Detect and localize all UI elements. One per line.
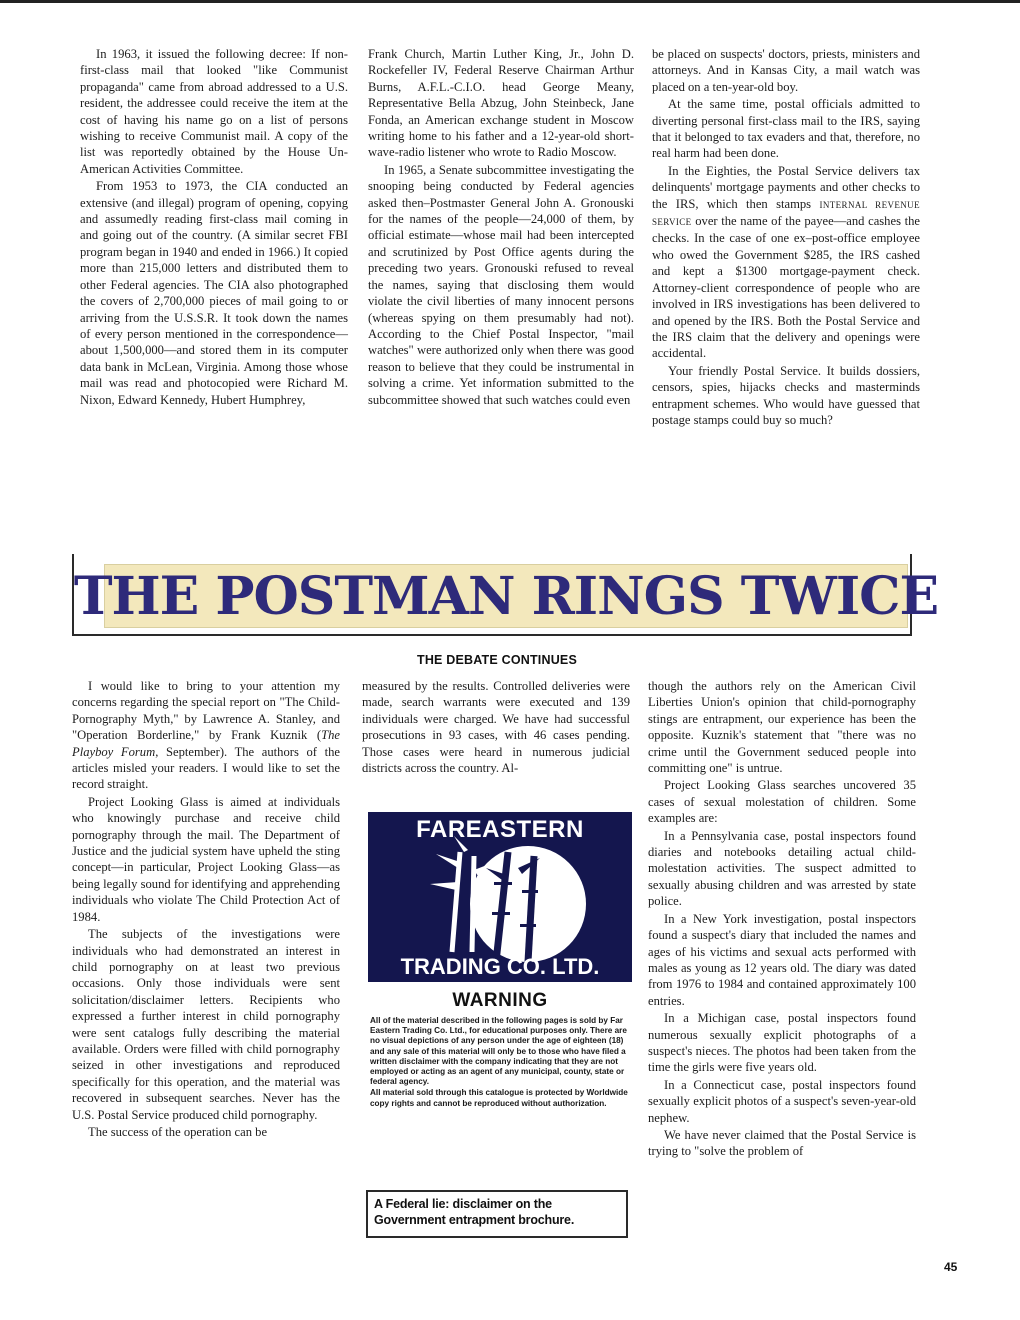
ad-company-name-top: FAREASTERN xyxy=(416,816,584,843)
paragraph: From 1953 to 1973, the CIA conducted an extensive (and illegal) program of opening, copying and assumedly reading first-class mail coming in and going out of the country. (A similar secret FBI program began in 1940 and ended in 1966.) It copied more than 215,000 letters and distributed them to other Federal agencies. The CIA also photographed the covers of 2,700,000 pieces of mail going to or arriving from the U.S.S.R. It took down the names of every person mentioned in the correspondence—about 1,500,000—and stored them in its computer data bank in McLean, Virginia. Among those whose mail was read and photocopied were Richard M. Nixon, Edward Kennedy, Hubert Humphrey, xyxy=(80,179,348,407)
top-article-column-3 xyxy=(652,46,920,428)
paragraph-text: over the name of the payee—and cashes the checks. In the case of one ex–post-office employee who owed the Government $285, the IRS cashed and kept a $1300 mortgage-payment check. Attorney-client correspondence of people who are involved in IRS investigations has been delivered to and opened by the IRS. Both the Postal Service and the IRS claim that the delivery and openings were accidental. xyxy=(652,214,920,361)
banner xyxy=(73,564,939,628)
section-subhead: THE DEBATE CONTINUES xyxy=(416,653,578,667)
paragraph: In a Connecticut case, postal inspectors found sexually explicit photos of a suspect's seven-year-old nephew. xyxy=(648,1077,916,1125)
paragraph: The success of the operation can be xyxy=(88,1124,268,1139)
paragraph: Project Looking Glass is aimed at individuals who knowingly purchase and receive child pornography through the mail. The Department of Justice and the judicial system have upheld the sting concept—in particular, Project Looking Glass—as being legally sound for identifying and apprehending individuals who violate The Child Protection Act of 1984. xyxy=(72,794,340,924)
paragraph: measured by the results. Controlled deliveries were made, search warrants were executed and 139 individuals were charged. We have had successful prosecutions in 93 cases, with 46 cases pending. Those cases were heard in numerous judicial districts across the country. Al- xyxy=(362,679,630,776)
banner-title: THE POSTMAN RINGS TWICE xyxy=(73,565,939,627)
top-rule xyxy=(0,0,1020,3)
paragraph: Frank Church, Martin Luther King, Jr., John D. Rockefeller IV, Federal Reserve Chairman Arthur Burns, A.F.L.-C.I.O. head George Meany, Representative Bella Abzug, John Steinbeck, Jane Fonda, an American exchange student in Moscow writing home to his father and a 12-year-old short-wave-radio listener who wrote to Radio Moscow. xyxy=(368,47,634,160)
paragraph: Project Looking Glass searches uncovered 35 cases of sexual molestation of children. Some examples are: xyxy=(648,778,916,826)
letter-column-1 xyxy=(72,678,340,1140)
paragraph-text: , September). The authors of the articles misled your readers. I would like to set the record straight. xyxy=(72,744,340,792)
image-caption-box xyxy=(366,1190,628,1238)
brochure-image xyxy=(368,812,632,982)
top-article-column-2 xyxy=(368,46,634,408)
paragraph-text: I would like to bring to your attention my concerns regarding the special report on "The Child-Pornography Myth," by Lawrence A. Stanley, and "Operation Borderline," by Frank Kuznik ( xyxy=(72,679,340,743)
ad-company-name-bottom: TRADING CO. LTD. xyxy=(400,954,600,979)
paragraph xyxy=(72,678,340,793)
paragraph: In a New York investigation, postal inspectors found a suspect's diary that included the names and ages of his victims and sexual acts performed with males as young as 12 years old. The diary was dated from 1976 to 1984 and contained approximately 100 entries. xyxy=(648,911,916,1008)
warning-paragraph: All of the material described in the following pages is sold by Far Eastern Trading Co. Ltd., for educational purposes only. There are no visual depictions of any person under the age of eighteen (18) and any sale of this material will only be to those who have filed a written disclaimer with the company indicating that they are not employed or acting as an agent of any municipal, county, state or federal agency. xyxy=(370,1016,627,1087)
page-number: 45 xyxy=(944,1260,958,1274)
paragraph: though the authors rely on the American Civil Liberties Union's opinion that child-pornography stings are entrapment, our experience has been the opposite. Kuznik's statement that "there was no crime until the Government seduced people into committing one" is untrue. xyxy=(648,679,916,776)
paragraph: In 1965, a Senate subcommittee investigating the snooping being conducted by Federal agencies asked then–Postmaster General John A. Gronouski for the names of the people—24,000 of them, by official estimate—whose mail had been intercepted and scrutinized by Post Office agents during the preceding two years. Gronouski refused to reveal the names, saying that disclosing them would violate the civil liberties of many innocent persons (whereas spying on them presumably had not). According to the Chief Postal Inspector, "mail watches" were authorized only when there was good reason to believe that they could be instrumental in solving a crime. Yet information submitted to the subcommittee showed that such watches could even xyxy=(368,162,634,407)
paragraph: At the same time, postal officials admitted to diverting personal first-class mail to the IRS, saying that it belonged to tax evaders and that, therefore, no real harm had been done. xyxy=(652,97,920,161)
top-article-column-1 xyxy=(80,46,348,408)
image-caption: A Federal lie: disclaimer on the Government entrapment brochure. xyxy=(374,1197,575,1227)
warning-paragraph: All material sold through this catalogue is protected by Worldwide copy rights and cannot be reproduced without authorization. xyxy=(370,1088,628,1108)
letter-column-2 xyxy=(362,678,630,776)
paragraph: be placed on suspects' doctors, priests, ministers and attorneys. And in Kansas City, a mail watch was placed on a ten-year-old boy. xyxy=(652,47,920,94)
paragraph: Your friendly Postal Service. It builds dossiers, censors, spies, hijacks checks and masterminds entrapment schemes. Who would have guessed that postage stamps could buy so much? xyxy=(652,363,920,427)
paragraph: We have never claimed that the Postal Service is trying to "solve the problem of xyxy=(648,1127,916,1159)
stamp-text: INTERNAL REVENUE SERVICE xyxy=(652,199,920,228)
publication-title: The Playboy Forum xyxy=(72,728,340,759)
warning-body xyxy=(370,1016,628,1110)
paragraph: In a Michigan case, postal inspectors found numerous sexually explicit photographs of a suspect's nieces. The photos had been taken from the time the girls were five years old. xyxy=(648,1011,916,1075)
letter-column-3 xyxy=(648,678,916,1160)
paragraph xyxy=(652,163,920,362)
paragraph: In 1963, it issued the following decree: If non-first-class mail that looked "like Communist propaganda" came from abroad addressed to a U.S. resident, the addressee could receive the item at the cost of having his name go on a list of persons wishing to receive Communist mail. A copy of the list was reportedly obtained by the House Un-American Activities Committee. xyxy=(80,47,348,176)
warning-heading: WARNING xyxy=(452,990,548,1011)
paragraph-text: In the Eighties, the Postal Service delivers tax delinquents' mortgage payments and other checks to the IRS, which then stamps xyxy=(652,163,920,211)
paragraph: In a Pennsylvania case, postal inspectors found diaries and notebooks detailing actual child-molestation activities. The suspect admitted to sexually abusing children and was arrested by state police. xyxy=(648,828,916,909)
paragraph: The subjects of the investigations were individuals who had demonstrated an interest in child pornography on at least two previous occasions. Only those individuals were sent solicitation/disclaimer letters. Recipients who expressed a further interest in child pornography were sent catalogs fully describing the material available. Orders were filled with child pornography seized in other investigations and reproduced specifically for this operation, and the material was recovered in subsequent searches. Never has the U.S. Postal Service produced child pornography. xyxy=(72,927,340,1122)
